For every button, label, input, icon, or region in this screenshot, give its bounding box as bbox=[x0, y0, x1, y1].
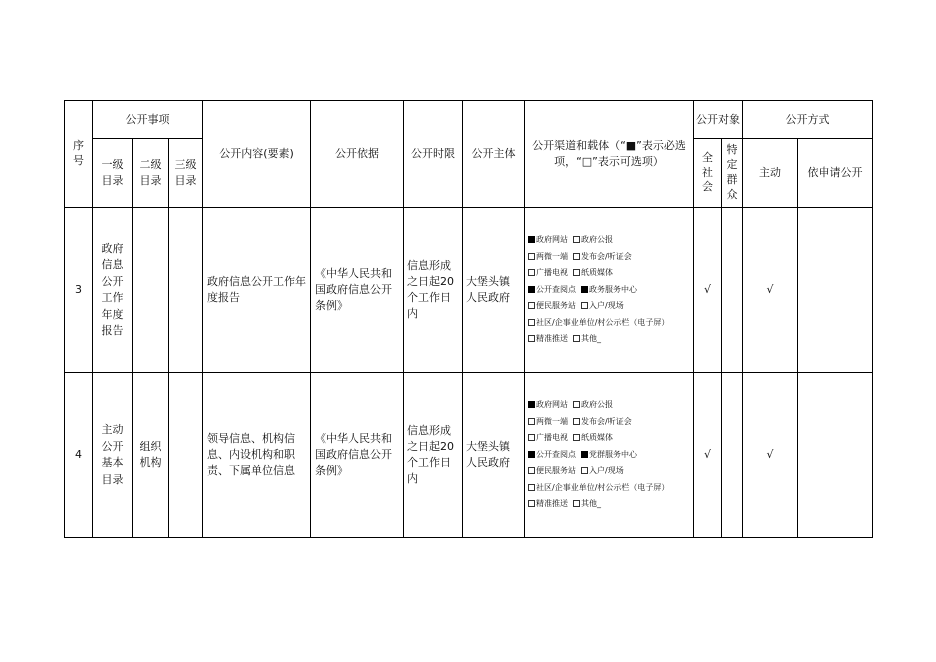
row-level1-cell bbox=[93, 373, 133, 538]
row-target-specific bbox=[722, 373, 743, 538]
row-target-public-check: √ bbox=[694, 373, 722, 538]
unchecked-box-icon bbox=[528, 335, 535, 342]
row-basis: 《中华人民共和国政府信息公开条例》 bbox=[311, 373, 404, 538]
channel-label: 入户/现场 bbox=[589, 301, 624, 311]
header-target-public-cell bbox=[694, 139, 722, 208]
row-level2: 组织机构 bbox=[139, 439, 162, 469]
channel-line bbox=[528, 315, 693, 332]
channel-label: 精准推送 bbox=[536, 334, 568, 344]
channel-label: 广播电视 bbox=[536, 433, 568, 443]
unchecked-box-icon bbox=[528, 269, 535, 276]
channel-label: 纸质媒体 bbox=[581, 433, 613, 443]
unchecked-box-icon bbox=[528, 500, 535, 507]
channel-line bbox=[528, 265, 693, 282]
channel-label: 纸质媒体 bbox=[581, 268, 613, 278]
header-method-apply: 依申请公开 bbox=[798, 139, 873, 208]
channel-line bbox=[528, 249, 693, 266]
channel-label: 其他_ bbox=[581, 334, 601, 344]
unchecked-box-icon bbox=[528, 434, 535, 441]
channel-line bbox=[528, 463, 693, 480]
header-method-active: 主动 bbox=[743, 139, 798, 208]
channel-label: 广播电视 bbox=[536, 268, 568, 278]
header-level2: 二级目录 bbox=[139, 157, 162, 187]
channel-line bbox=[528, 282, 693, 299]
header-level2-cell bbox=[133, 139, 169, 208]
header-subject: 公开主体 bbox=[463, 101, 525, 208]
unchecked-box-icon bbox=[573, 269, 580, 276]
unchecked-box-icon bbox=[528, 319, 535, 326]
table-row bbox=[65, 373, 873, 538]
row-channels bbox=[525, 373, 694, 538]
channel-label: 党群服务中心 bbox=[589, 449, 637, 459]
row-basis: 《中华人民共和国政府信息公开条例》 bbox=[311, 208, 404, 373]
channel-label: 便民服务站 bbox=[536, 301, 576, 311]
unchecked-box-icon bbox=[573, 418, 580, 425]
channel-label: 发布会/听证会 bbox=[581, 251, 632, 261]
row-level3 bbox=[169, 208, 203, 373]
header-level3: 三级目录 bbox=[174, 157, 197, 187]
row-content: 政府信息公开工作年度报告 bbox=[203, 208, 311, 373]
row-method-active-check: √ bbox=[743, 208, 798, 373]
channel-line bbox=[528, 430, 693, 447]
unchecked-box-icon bbox=[573, 401, 580, 408]
channel-label: 公开查阅点 bbox=[536, 449, 576, 459]
row-target-specific bbox=[722, 208, 743, 373]
channel-label: 政府公报 bbox=[581, 234, 613, 244]
table-row bbox=[65, 208, 873, 373]
channel-line bbox=[528, 232, 693, 249]
unchecked-box-icon bbox=[528, 302, 535, 309]
channel-label: 精准推送 bbox=[536, 499, 568, 509]
header-target-specific: 特定群众 bbox=[726, 143, 738, 201]
checked-box-icon bbox=[528, 236, 535, 243]
unchecked-box-icon bbox=[573, 500, 580, 507]
header-time-limit: 公开时限 bbox=[404, 101, 463, 208]
unchecked-box-icon bbox=[573, 335, 580, 342]
header-seq: 序号 bbox=[73, 139, 84, 167]
channel-label: 社区/企事业单位/村公示栏（电子屏） bbox=[536, 482, 670, 492]
channel-line bbox=[528, 414, 693, 431]
row-method-apply bbox=[798, 208, 873, 373]
row-seq: 4 bbox=[65, 373, 93, 538]
unchecked-box-icon bbox=[581, 302, 588, 309]
unchecked-box-icon bbox=[573, 253, 580, 260]
row-method-active-check: √ bbox=[743, 373, 798, 538]
channel-line bbox=[528, 447, 693, 464]
channel-label: 社区/企事业单位/村公示栏（电子屏） bbox=[536, 317, 670, 327]
checked-box-icon bbox=[528, 451, 535, 458]
row-level3 bbox=[169, 373, 203, 538]
channel-label: 政府网站 bbox=[536, 234, 568, 244]
row-level1: 政府信息公开工作年度报告 bbox=[101, 241, 124, 337]
checked-box-icon bbox=[581, 286, 588, 293]
channel-label: 其他_ bbox=[581, 499, 601, 509]
channel-label: 政府网站 bbox=[536, 399, 568, 409]
header-target-public: 全社会 bbox=[702, 150, 713, 194]
channel-line bbox=[528, 331, 693, 348]
header-channels: 公开渠道和载体（“■”表示必选项，“□”表示可选项） bbox=[525, 101, 694, 208]
channel-label: 两微一端 bbox=[536, 251, 568, 261]
header-target-group: 公开对象 bbox=[694, 101, 743, 139]
row-level2 bbox=[133, 208, 169, 373]
header-target-specific-cell bbox=[722, 139, 743, 208]
row-time-limit: 信息形成之日起20个工作日内 bbox=[404, 208, 463, 373]
unchecked-box-icon bbox=[573, 236, 580, 243]
unchecked-box-icon bbox=[528, 467, 535, 474]
channel-label: 入户/现场 bbox=[589, 466, 624, 476]
header-items-group: 公开事项 bbox=[93, 101, 203, 139]
row-subject: 大堡头镇人民政府 bbox=[463, 208, 525, 373]
header-row-1 bbox=[65, 101, 873, 139]
channel-line bbox=[528, 397, 693, 414]
channel-label: 政府公报 bbox=[581, 399, 613, 409]
disclosure-table bbox=[64, 100, 873, 538]
header-level3-cell bbox=[169, 139, 203, 208]
checked-box-icon bbox=[528, 286, 535, 293]
checked-box-icon bbox=[581, 451, 588, 458]
row-level2-cell bbox=[133, 373, 169, 538]
channel-line bbox=[528, 496, 693, 513]
row-level1: 主动公开基本目录 bbox=[101, 423, 124, 486]
channel-label: 便民服务站 bbox=[536, 466, 576, 476]
row-method-apply bbox=[798, 373, 873, 538]
row-target-public-check: √ bbox=[694, 208, 722, 373]
header-level1-cell bbox=[93, 139, 133, 208]
row-content: 领导信息、机构信息、内设机构和职责、下属单位信息 bbox=[203, 373, 311, 538]
header-method-group: 公开方式 bbox=[743, 101, 873, 139]
channel-line bbox=[528, 480, 693, 497]
header-level1: 一级目录 bbox=[101, 157, 124, 187]
row-level1-cell bbox=[93, 208, 133, 373]
unchecked-box-icon bbox=[528, 253, 535, 260]
unchecked-box-icon bbox=[581, 467, 588, 474]
channel-label: 政务服务中心 bbox=[589, 284, 637, 294]
row-subject: 大堡头镇人民政府 bbox=[463, 373, 525, 538]
header-seq-cell bbox=[65, 101, 93, 208]
channel-label: 两微一端 bbox=[536, 416, 568, 426]
unchecked-box-icon bbox=[528, 418, 535, 425]
row-channels bbox=[525, 208, 694, 373]
header-content: 公开内容(要素) bbox=[203, 101, 311, 208]
channel-label: 公开查阅点 bbox=[536, 284, 576, 294]
channel-line bbox=[528, 298, 693, 315]
unchecked-box-icon bbox=[573, 434, 580, 441]
header-basis: 公开依据 bbox=[311, 101, 404, 208]
row-seq: 3 bbox=[65, 208, 93, 373]
channel-label: 发布会/听证会 bbox=[581, 416, 632, 426]
checked-box-icon bbox=[528, 401, 535, 408]
unchecked-box-icon bbox=[528, 484, 535, 491]
row-time-limit: 信息形成之日起20个工作日内 bbox=[404, 373, 463, 538]
